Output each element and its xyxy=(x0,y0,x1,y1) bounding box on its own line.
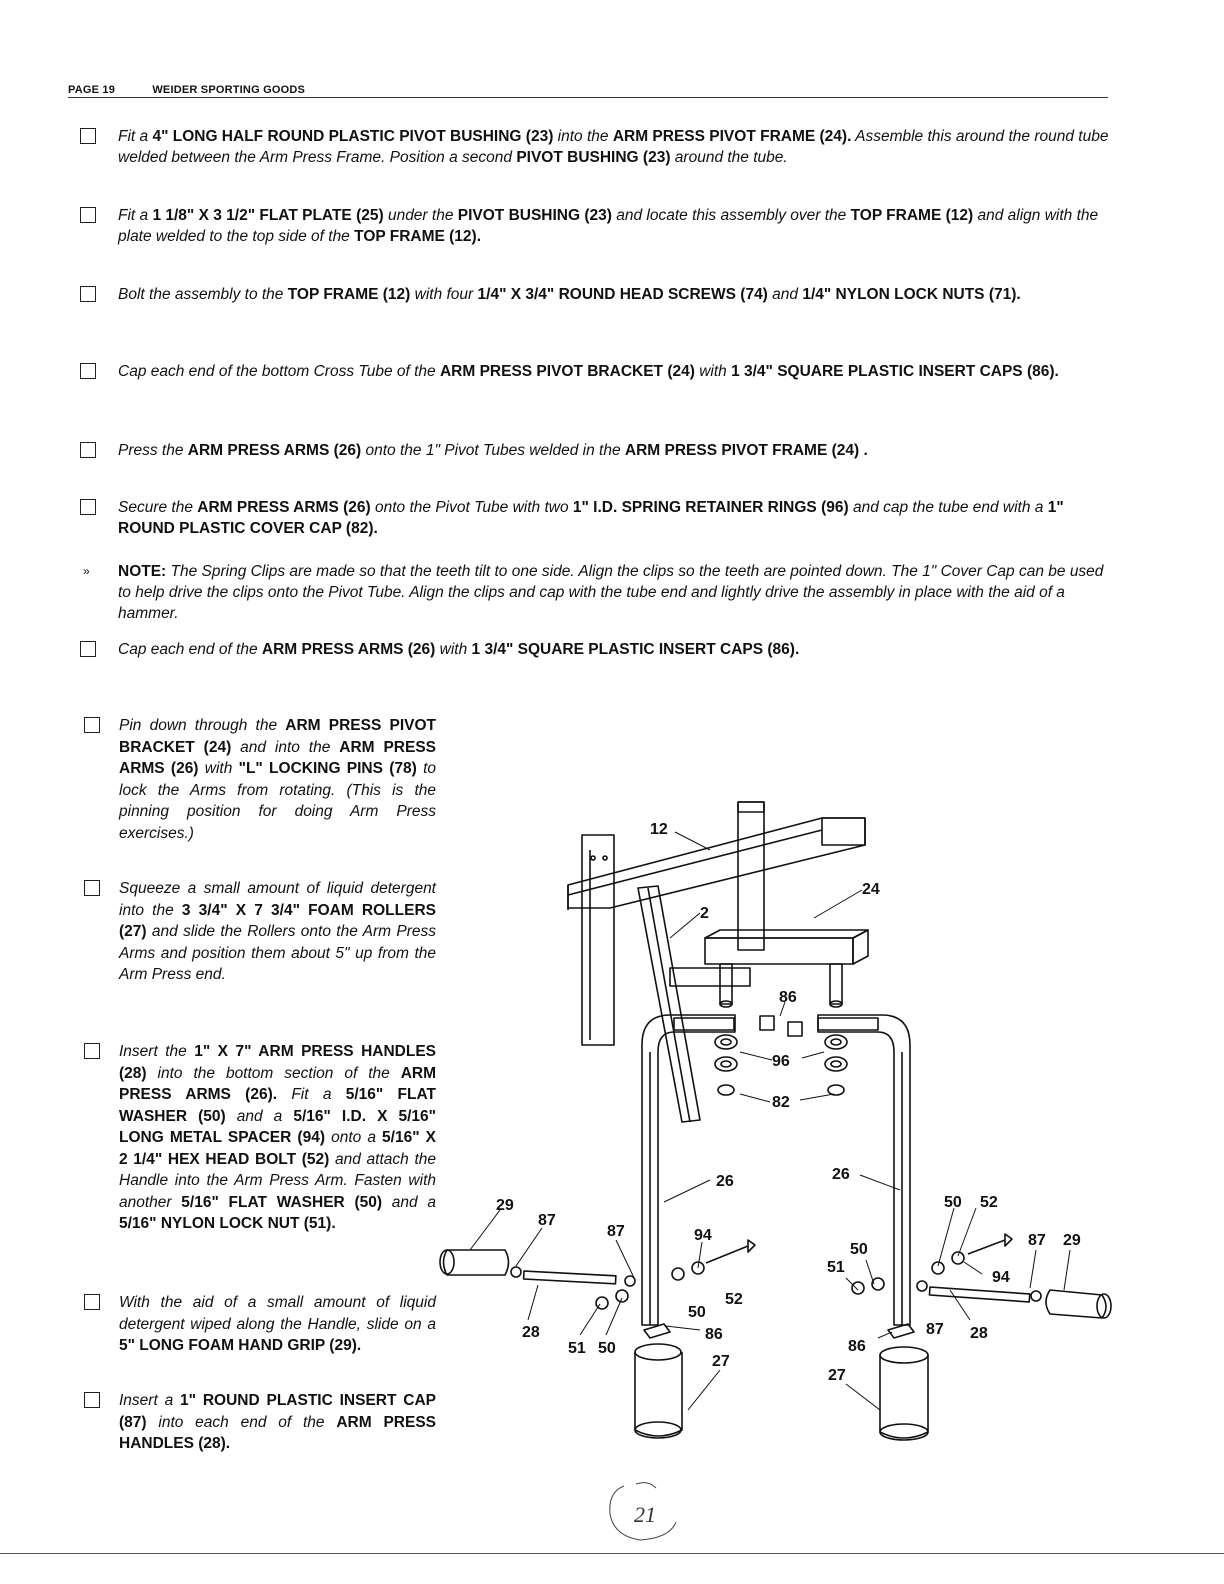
part-reference: 5/16" FLAT WASHER (50) xyxy=(181,1193,383,1211)
part-reference: 1 3/4" SQUARE PLASTIC INSERT CAPS (86). xyxy=(471,641,800,658)
page-number-text: 21 xyxy=(634,1502,656,1527)
part-reference: ARM PRESS ARMS (26). xyxy=(119,1064,436,1103)
step-checkbox[interactable] xyxy=(84,880,100,896)
instruction-text: Squeeze a small amount of liquid detergent into the xyxy=(119,880,436,919)
step-checkbox[interactable] xyxy=(80,363,96,379)
instruction-text: and a xyxy=(382,1193,436,1211)
label-52-left: 52 xyxy=(725,1291,743,1308)
left-step-4 xyxy=(84,1292,436,1357)
label-82: 82 xyxy=(772,1094,790,1111)
instruction-text: into each end of the xyxy=(146,1413,337,1431)
instruction-text: Fit a xyxy=(118,207,153,224)
step-5 xyxy=(80,440,1110,461)
label-87-left-a: 87 xyxy=(538,1212,556,1229)
instruction-text: Cap each end of the bottom Cross Tube of the xyxy=(118,363,440,380)
assembly-diagram xyxy=(430,790,1130,1450)
instruction-text: and attach the Handle into the Arm Press Arm. Fasten with another xyxy=(119,1150,436,1211)
step-4 xyxy=(80,361,1110,382)
step-checkbox[interactable] xyxy=(84,717,100,733)
step-checkbox[interactable] xyxy=(80,207,96,223)
part-reference: 1" X 7" ARM PRESS HANDLES (28) xyxy=(119,1043,436,1082)
instruction-text: onto the 1" Pivot Tubes welded in the xyxy=(361,442,625,459)
part-reference: 1/4" NYLON LOCK NUTS (71). xyxy=(802,286,1021,303)
instruction-text: and locate this assembly over the xyxy=(611,207,851,224)
part-reference: 1 1/8" X 3 1/2" FLAT PLATE (25) xyxy=(152,207,384,224)
step-checkbox[interactable] xyxy=(84,1392,100,1408)
instruction-text: under the xyxy=(383,207,458,224)
page-header xyxy=(68,84,339,96)
part-reference: ARM PRESS ARMS (26) xyxy=(197,499,371,516)
label-29-right: 29 xyxy=(1063,1232,1081,1249)
instruction-text: Insert the xyxy=(119,1043,195,1060)
step-checkbox[interactable] xyxy=(80,641,96,657)
instruction-text: Press the xyxy=(118,442,188,459)
step-7 xyxy=(80,639,1110,660)
part-reference: "L" LOCKING PINS (78) xyxy=(238,760,417,777)
instruction-text: Fit a xyxy=(118,128,153,145)
instruction-text: and into the xyxy=(231,738,340,756)
part-reference: 1" I.D. SPRING RETAINER RINGS (96) xyxy=(572,499,849,516)
step-text xyxy=(119,715,436,844)
label-29-left: 29 xyxy=(496,1197,514,1214)
rear-upright-frame xyxy=(582,835,614,1045)
label-26-right: 26 xyxy=(832,1166,850,1183)
label-87-left-b: 87 xyxy=(607,1223,625,1240)
header-divider xyxy=(68,97,1108,98)
label-28-right: 28 xyxy=(970,1325,988,1342)
step-3 xyxy=(80,284,1110,305)
company-name: WEIDER SPORTING GOODS xyxy=(152,84,306,96)
leader-lines xyxy=(470,832,1070,1410)
part-reference: ARM PRESS PIVOT BRACKET (24) xyxy=(119,717,436,756)
label-28-left: 28 xyxy=(522,1324,540,1341)
instruction-text: and align with the plate welded to the top side of the xyxy=(118,207,1099,245)
left-handle-assembly xyxy=(440,1240,755,1338)
part-reference: TOP FRAME (12) xyxy=(287,286,411,303)
left-arm xyxy=(642,1015,735,1325)
page-number-header: PAGE 19 xyxy=(68,84,116,96)
instruction-text: With the aid of a small amount of liquid detergent wiped along the Handle, slide on a xyxy=(119,1294,436,1333)
label-50-right-a: 50 xyxy=(944,1194,962,1211)
part-reference: TOP FRAME (12) xyxy=(850,207,974,224)
bottom-divider xyxy=(0,1553,1224,1554)
step-checkbox[interactable] xyxy=(84,1043,100,1059)
part-reference: ARM PRESS HANDLES (28). xyxy=(119,1413,436,1452)
instruction-text: to lock the Arms from rotating. (This is the pinning position for doing Arm Press exercises.) xyxy=(119,760,437,842)
step-text xyxy=(118,126,1110,168)
part-reference: PIVOT BUSHING (23) xyxy=(457,207,612,224)
instruction-text: into the bottom section of the xyxy=(146,1064,401,1082)
pivot-frame xyxy=(670,930,868,1007)
label-96: 96 xyxy=(772,1053,790,1070)
instruction-text: and a xyxy=(225,1107,294,1125)
label-2: 2 xyxy=(700,905,709,922)
instruction-text: and slide the Rollers onto the Arm Press Arms and position them about 5" up from the Arm Press end. xyxy=(119,923,436,983)
part-reference: 5" LONG FOAM HAND GRIP (29). xyxy=(119,1337,362,1354)
instruction-text: and xyxy=(767,286,803,303)
instruction-text: Bolt the assembly to the xyxy=(118,286,288,303)
insert-cap-86 xyxy=(788,1022,802,1036)
part-reference: PIVOT BUSHING (23) xyxy=(516,149,671,166)
instruction-text: with xyxy=(198,760,239,777)
part-reference: ARM PRESS ARMS (26) xyxy=(119,738,436,777)
part-reference: ARM PRESS ARMS (26) xyxy=(187,442,362,459)
part-reference: 5/16" X 2 1/4" HEX HEAD BOLT (52) xyxy=(119,1129,436,1168)
label-51-left: 51 xyxy=(568,1340,586,1357)
label-27-left: 27 xyxy=(712,1353,730,1370)
step-1 xyxy=(80,126,1110,168)
left-step-5 xyxy=(84,1390,436,1455)
step-checkbox[interactable] xyxy=(80,499,96,515)
instruction-text: Pin down through the xyxy=(119,717,286,734)
part-reference: 5/16" FLAT WASHER (50) xyxy=(119,1086,436,1125)
foam-rollers xyxy=(635,1344,928,1440)
step-checkbox[interactable] xyxy=(80,128,96,144)
part-reference: 1/4" X 3/4" ROUND HEAD SCREWS (74) xyxy=(477,286,768,303)
left-step-1 xyxy=(84,715,436,844)
instruction-text: Assemble this around the round tube welded between the Arm Press Frame. Position a second xyxy=(118,128,1109,166)
part-reference: ARM PRESS PIVOT BRACKET (24) xyxy=(439,363,695,380)
label-51-right: 51 xyxy=(827,1259,845,1276)
note-marker: » xyxy=(83,564,90,578)
label-26-left: 26 xyxy=(716,1173,734,1190)
label-94-left: 94 xyxy=(694,1227,712,1244)
label-50-right-b: 50 xyxy=(850,1241,868,1258)
instruction-text: onto a xyxy=(325,1129,383,1146)
instruction-text: with xyxy=(694,363,732,380)
label-86-left: 86 xyxy=(705,1326,723,1343)
label-94-right: 94 xyxy=(992,1269,1010,1286)
part-reference: 1 3/4" SQUARE PLASTIC INSERT CAPS (86). xyxy=(731,363,1059,380)
step-text xyxy=(118,361,1110,382)
step-text xyxy=(118,284,1110,305)
note-body: The Spring Clips are made so that the teeth tilt to one side. Align the clips so the teeth are pointed down. The 1" Cover Cap can be used to help drive the clips onto the Pivot Tube. Align the clips and cap with the tube end and lightly drive the assembly in place with the aid of a hammer. xyxy=(118,563,1104,622)
left-step-3 xyxy=(84,1041,436,1235)
instruction-text: around the tube. xyxy=(670,149,788,166)
note-text xyxy=(118,561,1110,624)
step-text xyxy=(118,639,1110,660)
label-27-right: 27 xyxy=(828,1367,846,1384)
label-50-left-a: 50 xyxy=(598,1340,616,1357)
instruction-text: Cap each end of the xyxy=(118,641,262,658)
part-reference: 5/16" NYLON LOCK NUT (51). xyxy=(119,1215,336,1232)
label-52-right: 52 xyxy=(980,1194,998,1211)
step-text xyxy=(119,878,436,986)
handwritten-page-number xyxy=(600,1478,690,1548)
right-handle-assembly xyxy=(852,1234,1111,1338)
label-87-right-a: 87 xyxy=(1028,1232,1046,1249)
part-reference: 1" ROUND PLASTIC INSERT CAP (87) xyxy=(119,1392,436,1431)
part-reference: ARM PRESS PIVOT FRAME (24). xyxy=(612,128,852,145)
label-50-left-b: 50 xyxy=(688,1304,706,1321)
label-86-top: 86 xyxy=(779,989,797,1006)
part-reference: 4" LONG HALF ROUND PLASTIC PIVOT BUSHING (23) xyxy=(152,128,554,145)
step-checkbox[interactable] xyxy=(84,1294,100,1310)
note xyxy=(80,561,1110,624)
step-6 xyxy=(80,497,1110,539)
instruction-text: with xyxy=(435,641,472,658)
part-reference: 1" ROUND PLASTIC COVER CAP (82). xyxy=(118,499,1064,537)
step-text xyxy=(119,1041,436,1235)
step-text xyxy=(118,440,1110,461)
step-text xyxy=(119,1390,436,1455)
part-reference: ARM PRESS PIVOT FRAME (24) . xyxy=(624,442,868,459)
instruction-text: onto the Pivot Tube with two xyxy=(370,499,573,516)
instruction-text: and cap the tube end with a xyxy=(848,499,1048,516)
part-reference: ARM PRESS ARMS (26) xyxy=(261,641,436,658)
label-86-right: 86 xyxy=(848,1338,866,1355)
instruction-text: Insert a xyxy=(119,1392,181,1409)
top-frame xyxy=(568,818,865,910)
step-checkbox[interactable] xyxy=(80,286,96,302)
instruction-text: Secure the xyxy=(118,499,198,516)
part-reference: 3 3/4" X 7 3/4" FOAM ROLLERS (27) xyxy=(119,901,436,940)
step-text xyxy=(118,205,1110,247)
step-2 xyxy=(80,205,1110,247)
note-label: NOTE: xyxy=(118,563,167,580)
part-reference: TOP FRAME (12). xyxy=(354,228,482,245)
left-step-2 xyxy=(84,878,436,986)
instruction-text: into the xyxy=(553,128,613,145)
instruction-text: with four xyxy=(410,286,478,303)
insert-cap-86 xyxy=(760,1016,774,1030)
label-12: 12 xyxy=(650,821,668,838)
part-reference: 5/16" I.D. X 5/16" LONG METAL SPACER (94) xyxy=(119,1107,437,1146)
step-text xyxy=(119,1292,436,1357)
label-87-right-b: 87 xyxy=(926,1321,944,1338)
step-text xyxy=(118,497,1110,539)
instruction-text: Fit a xyxy=(277,1086,346,1103)
label-24: 24 xyxy=(862,881,880,898)
step-checkbox[interactable] xyxy=(80,442,96,458)
